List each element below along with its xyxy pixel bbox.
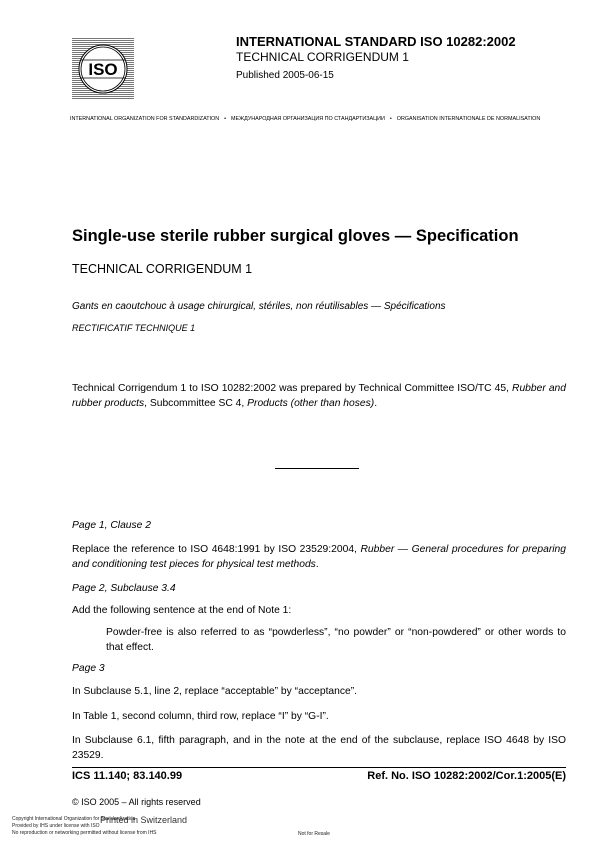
page1-heading: Page 1, Clause 2 xyxy=(72,520,151,531)
footer-rule xyxy=(72,767,566,768)
page3-item: In Subclause 6.1, fifth paragraph, and in the note at the end of the subclause, replace ISO 4648 by ISO 23529. xyxy=(72,735,566,761)
intro-paragraph xyxy=(72,382,566,411)
page3-item: In Subclause 5.1, line 2, replace “acceptable” by “acceptance”. xyxy=(72,686,358,697)
intro-text: Technical Corrigendum 1 to ISO 10282:2002 was prepared by Technical Committee ISO/TC 45, xyxy=(72,383,513,394)
org-name-en: INTERNATIONAL ORGANIZATION FOR STANDARDIZATION xyxy=(70,116,220,122)
corrigendum-heading: TECHNICAL CORRIGENDUM 1 xyxy=(72,262,253,276)
org-separator: • xyxy=(389,116,392,122)
page1-text: Replace the reference to ISO 4648:1991 by ISO 23529:2004, xyxy=(72,544,361,555)
ihs-reproduction-line: No reproduction or networking permitted without license from IHS xyxy=(12,830,157,836)
organization-names xyxy=(70,116,566,122)
page3-heading: Page 3 xyxy=(72,663,105,674)
page1-reference-title: Rubber — General procedures for preparing and conditioning test pieces for physical test methods xyxy=(72,544,567,570)
divider xyxy=(275,468,359,469)
page2-quote: Powder-free is also referred to as “powderless”, “no powder” or “non-powdered” or other words to that effect. xyxy=(106,627,566,653)
org-name-ru: МЕЖДУНАРОДНАЯ ОРГАНИЗАЦИЯ ПО СТАНДАРТИЗАЦИИ xyxy=(231,116,385,122)
ihs-license-line: Provided by IHS under license with ISO xyxy=(12,823,100,829)
corrigendum-label: TECHNICAL CORRIGENDUM 1 xyxy=(236,50,409,64)
page3-item: In Table 1, second column, third row, replace “I” by “G-I”. xyxy=(72,711,329,722)
iso-logo xyxy=(72,38,134,100)
intro-subcommittee-title: Products (other than hoses) xyxy=(247,397,375,409)
page2-instruction: Add the following sentence at the end of Note 1: xyxy=(72,605,292,616)
not-for-resale: Not for Resale xyxy=(298,831,330,837)
page1-text: . xyxy=(315,558,319,570)
copyright-notice: © ISO 2005 – All rights reserved xyxy=(72,797,201,807)
document-title: Single-use sterile rubber surgical gloves — Specification xyxy=(72,227,519,245)
page2-heading: Page 2, Subclause 3.4 xyxy=(72,583,176,594)
french-title: Gants en caoutchouc à usage chirurgical, stériles, non réutilisables — Spécifications xyxy=(72,301,446,312)
ihs-copyright-line: Copyright International Organization for Standardization xyxy=(12,816,136,822)
intro-committee-title: Rubber and rubber products xyxy=(72,383,567,409)
org-name-fr: ORGANISATION INTERNATIONALE DE NORMALISATION xyxy=(396,116,541,122)
page1-paragraph xyxy=(72,543,566,572)
standard-title: INTERNATIONAL STANDARD ISO 10282:2002 xyxy=(236,34,516,49)
ics-codes: ICS 11.140; 83.140.99 xyxy=(72,770,183,782)
intro-text: . xyxy=(374,397,378,409)
iso-logo-text: ISO xyxy=(88,60,118,79)
published-date: Published 2005-06-15 xyxy=(236,70,334,81)
intro-text: , Subcommittee SC 4, xyxy=(144,397,248,409)
reference-number: Ref. No. ISO 10282:2002/Cor.1:2005(E) xyxy=(367,770,566,782)
org-separator: • xyxy=(224,116,227,122)
printed-in: Printed in Switzerland xyxy=(100,815,188,825)
french-corrigendum-heading: RECTIFICATIF TECHNIQUE 1 xyxy=(72,323,196,333)
